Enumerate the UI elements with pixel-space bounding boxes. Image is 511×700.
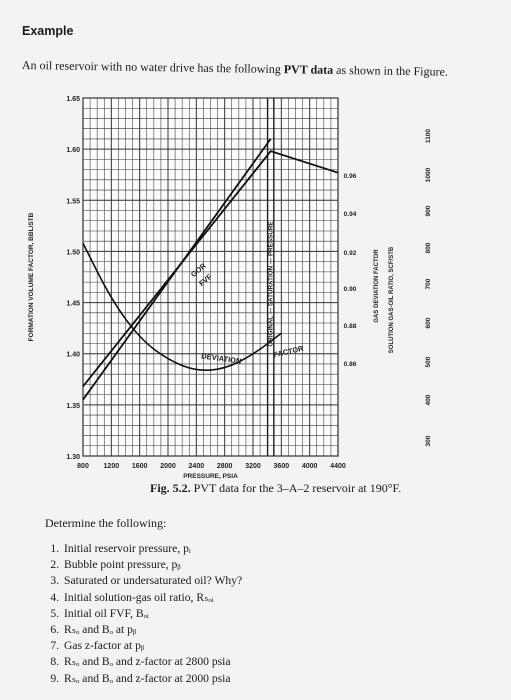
fvf-label: FVF (197, 272, 214, 289)
y-left-tick-label: 1.30 (66, 454, 80, 461)
x-tick-label: 1600 (131, 463, 148, 470)
question-item: 3. Saturated or undersaturated oil? Why? (62, 573, 242, 589)
z-factor-tick-label: 0.94 (343, 211, 357, 218)
saturation-pressure-label: ORIGINAL — SATURATION — PRESSURE (267, 221, 275, 347)
figure-caption-text: PVT data for the 3–A–2 reservoir at 190°F. (190, 481, 402, 495)
question-item: 7. Gas z-factor at pᵦ (62, 638, 242, 654)
z-factor-tick-label: 0.90 (343, 286, 357, 293)
z-factor-tick-label: 0.92 (343, 250, 357, 257)
deviation-label: DEVIATION (200, 351, 242, 366)
rs-tick-label: 900 (425, 205, 432, 217)
x-axis-label: PRESSURE, PSIA (183, 473, 238, 480)
question-list (26, 541, 242, 687)
y-left-tick-label: 1.65 (66, 96, 80, 103)
question-item: 6. Rₛₒ and Bₒ at pᵦ (62, 622, 242, 638)
z-factor-tick-label: 0.86 (343, 361, 357, 368)
intro-bold-pvt: PVT data (283, 62, 334, 77)
question-item: 8. Rₛₒ and Bₒ and z-factor at 2800 psia (62, 654, 242, 670)
y-left-tick-label: 1.40 (66, 351, 80, 359)
y-left-tick-label: 1.55 (66, 198, 80, 206)
example-heading: Example (22, 24, 74, 38)
pvt-chart (0, 86, 511, 486)
intro-text-after: as shown in the Figure. (333, 62, 448, 79)
question-item: 4. Initial solution-gas oil ratio, Rₛₒᵢ (62, 590, 242, 606)
y-left-tick-label: 1.50 (66, 249, 80, 257)
y-left-tick-label: 1.35 (66, 402, 80, 410)
y-right-rs-axis-label: SOLUTION GAS-OIL RATIO, SCF/STB (389, 246, 395, 354)
determine-heading: Determine the following: (45, 516, 167, 530)
rs-tick-label: 400 (425, 394, 432, 406)
x-tick-label: 2800 (216, 463, 233, 470)
x-tick-label: 2400 (188, 463, 205, 470)
y-left-axis-label: FORMATION VOLUME FACTOR, BBL/STB (28, 212, 35, 342)
z-factor-tick-label: 0.96 (343, 173, 357, 180)
intro-paragraph (22, 58, 502, 81)
x-tick-label: 4000 (301, 463, 318, 470)
question-item: 1. Initial reservoir pressure, pᵢ (62, 541, 242, 557)
rs-tick-label: 800 (425, 242, 432, 254)
factor-label: FACTOR (272, 343, 305, 360)
intro-text-before: An oil reservoir with no water drive has the following (21, 58, 284, 77)
question-item: 2. Bubble point pressure, pᵦ (62, 557, 242, 573)
figure-number: Fig. 5.2. (150, 481, 191, 495)
question-item: 9. Rₛₒ and Bₒ and z-factor at 2000 psia (62, 671, 242, 687)
x-tick-label: 3600 (273, 463, 290, 470)
x-tick-label: 800 (77, 463, 89, 470)
question-item: 5. Initial oil FVF, Bₒᵢ (62, 606, 242, 622)
x-tick-label: 2000 (160, 463, 176, 470)
rs-tick-label: 1100 (425, 128, 432, 144)
x-tick-label: 1200 (103, 463, 120, 470)
x-tick-label: 3200 (245, 463, 261, 470)
y-left-tick-label: 1.45 (66, 300, 80, 308)
figure-caption (150, 481, 401, 496)
rs-tick-label: 600 (425, 317, 432, 329)
gor-label: GOR (188, 261, 208, 280)
rs-tick-label: 500 (425, 356, 432, 368)
y-left-tick-label: 1.60 (66, 147, 80, 155)
x-tick-label: 4400 (330, 463, 346, 470)
rs-tick-label: 1000 (425, 167, 432, 183)
z-factor-tick-label: 0.88 (343, 323, 357, 330)
rs-tick-label: 700 (425, 278, 432, 290)
rs-tick-label: 300 (425, 435, 432, 447)
y-right-z-axis-label: GAS DEVIATION FACTOR (374, 249, 380, 323)
